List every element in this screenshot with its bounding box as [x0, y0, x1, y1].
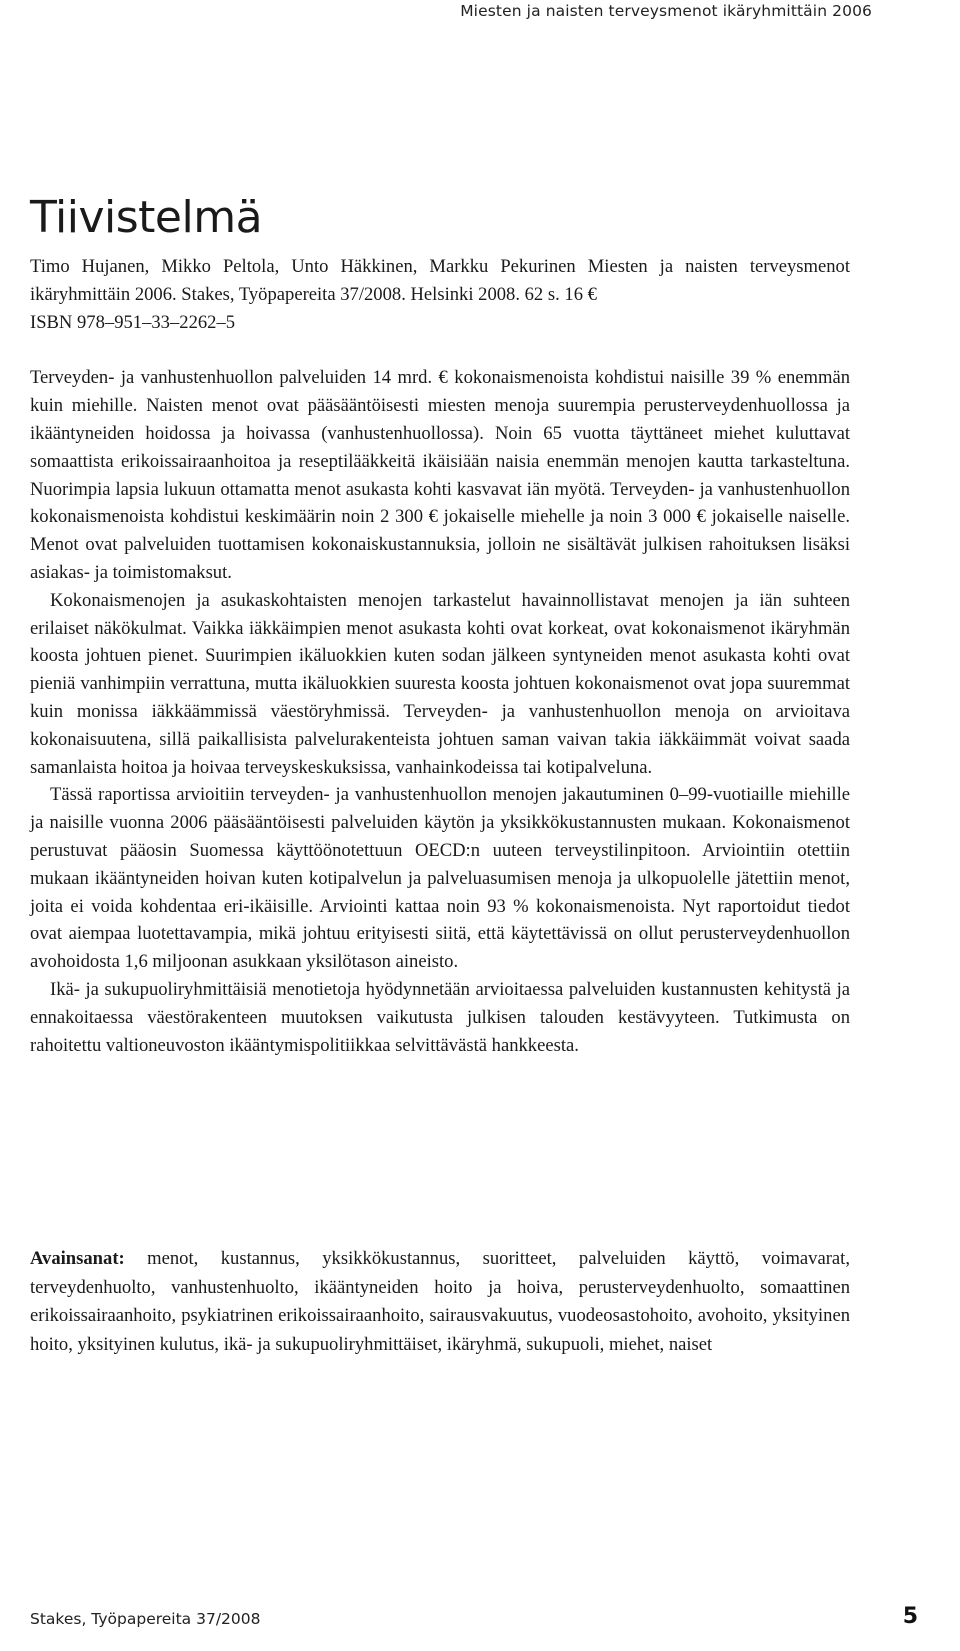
keywords-text: menot, kustannus, yksikkökustannus, suoritteet, palveluiden käyttö, voimavarat, terveydenhuolto, vanhustenhuolto, ikääntyneiden hoito ja hoiva, perusterveydenhuolto, somaattinen erikoissairaanhoito, psykiatrinen erikoissairaanhoito, sairausvakuutus, vuodeosastohoito, avohoito, yksityinen hoito, yksityinen kulutus, ikä- ja sukupuoliryhmittäiset, ikäryhmä, sukupuoli, miehet, naiset — [30, 1248, 850, 1355]
page-number: 5 — [902, 1604, 918, 1629]
paragraph-4: Ikä- ja sukupuoliryhmittäisiä menotietoja hyödynnetään arvioitaessa palveluiden kustannusten kehitystä ja ennakoitaessa väestörakenteen muutoksen vaikutusta julkisen talouden kestävyyteen. Tutkimusta on rahoitettu valtioneuvoston ikääntymispolitiikkaa selvittävästä hankkeesta. — [30, 978, 850, 1056]
paragraph-2: Kokonaismenojen ja asukaskohtaisten menojen tarkastelut havainnollistavat menojen ja iän suhteen erilaiset näkökulmat. Vaikka iäkkäimpien menot asukasta kohti ovat korkeat, ovat kokonaismenot ikäryhmän koosta johtuen pienet. Suurimpien ikäluokkien kuten sodan jälkeen syntyneiden menot asukasta kohti ovat pieniä vanhimpiin verrattuna, mutta ikäluokkien suuresta koosta johtuen kokonaismenot ovat jopa suuremmat kuin monissa iäkkäämmissä väestöryhmissä. Terveyden- ja vanhustenhuollon menoja on arvioitava kokonaisuutena, sillä paikallisista palvelurakenteista johtuen saman vaivan takia iäkkäimmät voivat saada samanlaista hoitoa ja hoivaa terveyskeskuksissa, vanhainkodeissa tai kotipalveluna. — [30, 589, 850, 778]
keywords-label: Avainsanat: — [30, 1248, 125, 1269]
keywords-section — [30, 1245, 850, 1359]
paragraph-1: Terveyden- ja vanhustenhuollon palveluiden 14 mrd. € kokonaismenoista kohdistui naisille 39 % enemmän kuin miehille. Naisten menot ovat pääsääntöisesti miesten menoja suurempia perusterveydenhuollossa ja ikääntyneiden hoidossa ja hoivassa (vanhustenhuollossa). Noin 65 vuotta täyttäneet miehet kuluttavat somaattista erikoissairaanhoitoa ja reseptilääkkeitä ikäisiään naisia enemmän menojen kautta tarkasteltuna. Nuorimpia lapsia lukuun ottamatta menot asukasta kohti kasvavat iän myötä. Terveyden- ja vanhustenhuollon kokonaismenoista kohdistui keskimäärin noin 2 300 € jokaiselle miehelle ja noin 3 000 € jokaiselle naiselle. Menot ovat palveluiden tuottamisen kokonaiskustannuksia, jolloin ne sisältävät julkisen rahoituksen lisäksi asiakas- ja toimistomaksut. — [30, 367, 850, 583]
isbn-text: ISBN 978–951–33–2262–5 — [30, 311, 236, 333]
document-body — [30, 253, 850, 1059]
citation-text: Timo Hujanen, Mikko Peltola, Unto Häkkinen, Markku Pekurinen Miesten ja naisten terveysmenot ikäryhmittäin 2006. Stakes, Työpapereita 37/2008. Helsinki 2008. 62 s. 16 € — [30, 256, 850, 305]
page-title: Tiivistelmä — [30, 192, 263, 243]
summary-section — [30, 364, 850, 1059]
footer-publication: Stakes, Työpapereita 37/2008 — [30, 1610, 261, 1628]
paragraph-3: Tässä raportissa arvioitiin terveyden- ja vanhustenhuollon menojen jakautuminen 0–99-vuotiaille miehille ja naisille vuonna 2006 pääsääntöisesti palveluiden käytön ja yksikkökustannusten mukaan. Kokonaismenot perustuvat pääosin Suomessa käyttöönotettuun OECD:n uuteen terveystilinpitoon. Arviointiin otettiin mukaan ikääntyneiden hoivan kuten kotipalvelun ja palveluasumisen menoja ja ulkopuolelle jätettiin menot, joita ei voida kohdentaa eri-ikäisille. Arviointi kattaa noin 93 % kokonaismenoista. Nyt raportoidut tiedot ovat aiempaa luotettavampia, mikä johtuu erityisesti siitä, että käytettävissä on ollut perusterveydenhuollon avohoidosta 1,6 miljoonan asukkaan yksilötason aineisto. — [30, 784, 850, 973]
running-header: Miesten ja naisten terveysmenot ikäryhmittäin 2006 — [460, 2, 872, 20]
